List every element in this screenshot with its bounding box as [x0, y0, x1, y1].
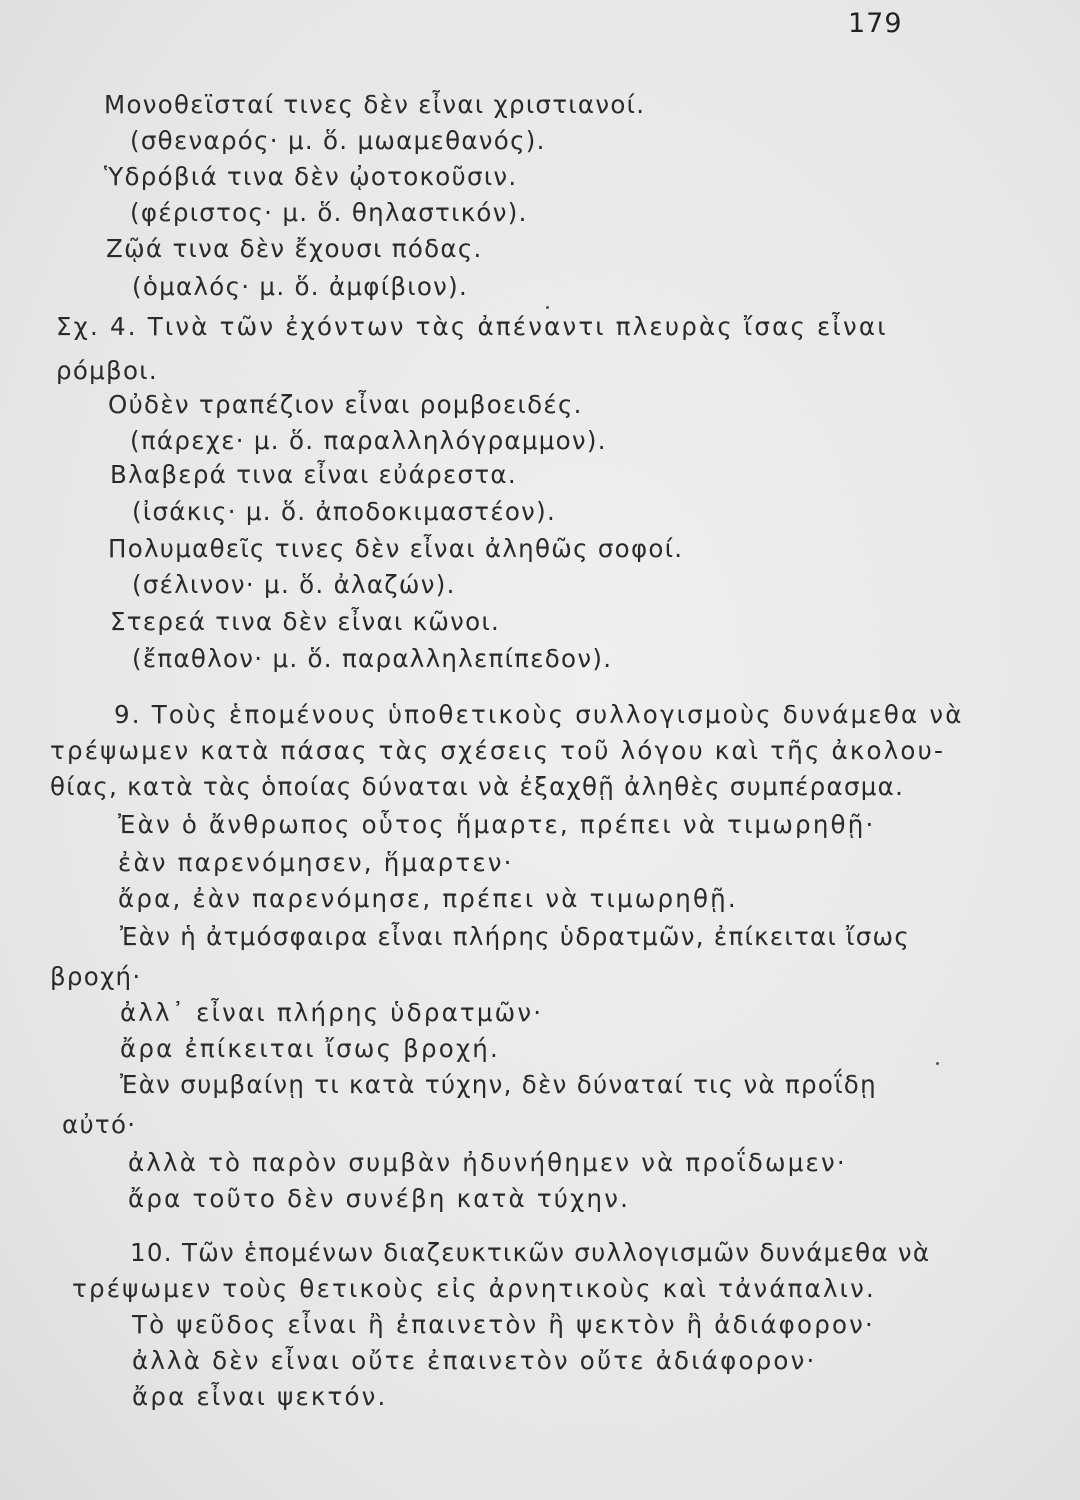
text-line: αὐτό·	[62, 1110, 137, 1139]
text-line: Ἐὰν ὁ ἄνθρωπος οὗτος ἥμαρτε, πρέπει νὰ τιμωρηθῇ·	[118, 810, 876, 839]
text-line: ρόμβοι.	[56, 356, 158, 385]
text-line: Πολυμαθεῖς τινες δὲν εἶναι ἀληθῶς σοφοί.	[108, 534, 684, 563]
ink-speck	[546, 306, 549, 309]
text-line: (ἔπαθλον· μ. ὅ. παραλληλεπίπεδον).	[132, 644, 613, 673]
text-line: τρέψωμεν τοὺς θετικοὺς εἰς ἀρνητικοὺς καὶ τἀνάπαλιν.	[72, 1274, 877, 1303]
text-line: (ἰσάκις· μ. ὅ. ἀποδοκιμαστέον).	[132, 497, 557, 526]
text-line: 9. Τοὺς ἑπομένους ὑποθετικοὺς συλλογισμοὺς δυνάμεθα νὰ	[114, 700, 964, 729]
text-line: ἀλλὰ δὲν εἶναι οὔτε ἐπαινετὸν οὔτε ἀδιάφορον·	[132, 1346, 817, 1375]
ink-speck	[936, 1062, 939, 1065]
text-line: ἀλλὰ τὸ παρὸν συμβὰν ἠδυνήθημεν νὰ προΐδωμεν·	[128, 1148, 847, 1177]
text-line: ἄρα εἶναι ψεκτόν.	[132, 1382, 388, 1411]
page-number: 179	[848, 8, 903, 39]
text-line: (φέριστος· μ. ὅ. θηλαστικόν).	[130, 198, 528, 227]
text-line: θίας, κατὰ τὰς ὁποίας δύναται νὰ ἐξαχθῇ ἀληθὲς συμπέρασμα.	[50, 772, 905, 801]
text-line: Ὑδρόβιά τινα δὲν ᾠοτοκοῦσιν.	[104, 162, 518, 191]
text-line: ἐὰν παρενόμησεν, ἥμαρτεν·	[118, 848, 514, 877]
text-line: 10. Τῶν ἑπομένων διαζευκτικῶν συλλογισμῶν δυνάμεθα νὰ	[130, 1238, 931, 1267]
text-line: Τὸ ψεῦδος εἶναι ἢ ἐπαινετὸν ἢ ψεκτὸν ἢ ἀδιάφορον·	[132, 1310, 876, 1339]
text-line: Μονοθεϊσταί τινες δὲν εἶναι χριστιανοί.	[104, 90, 646, 119]
text-line: ἄρα ἐπίκειται ἴσως βροχή.	[120, 1034, 501, 1063]
text-line: (σέλινον· μ. ὅ. ἀλαζών).	[132, 570, 456, 599]
text-line: Σχ. 4. Τινὰ τῶν ἐχόντων τὰς ἀπέναντι πλευρὰς ἴσας εἶναι	[56, 312, 888, 341]
text-line: Βλαβερά τινα εἶναι εὐάρεστα.	[110, 460, 517, 489]
text-line: τρέψωμεν κατὰ πάσας τὰς σχέσεις τοῦ λόγου καὶ τῆς ἀκολου-	[50, 736, 946, 765]
text-line: (σθεναρός· μ. ὅ. μωαμεθανός).	[130, 126, 546, 155]
text-line: Ἐὰν συμβαίνῃ τι κατὰ τύχην, δὲν δύναταί τις νὰ προΐδῃ	[120, 1070, 877, 1099]
text-line: (πάρεχε· μ. ὅ. παραλληλόγραμμον).	[130, 426, 607, 455]
text-line: (ὁμαλός· μ. ὅ. ἀμφίβιον).	[132, 272, 469, 301]
text-line: ἄρα τοῦτο δὲν συνέβη κατὰ τύχην.	[128, 1184, 631, 1213]
text-line: ἀλλ᾽ εἶναι πλήρης ὑδρατμῶν·	[120, 998, 544, 1027]
text-line: ἄρα, ἐὰν παρενόμησε, πρέπει νὰ τιμωρηθῇ.	[118, 884, 738, 913]
text-line: βροχή·	[50, 962, 142, 991]
text-line: Ζῷά τινα δὲν ἔχουσι πόδας.	[106, 234, 483, 263]
text-line: Ἐὰν ἡ ἀτμόσφαιρα εἶναι πλήρης ὑδρατμῶν, ἐπίκειται ἴσως	[120, 922, 911, 951]
text-line: Οὐδὲν τραπέζιον εἶναι ρομβοειδές.	[108, 390, 583, 419]
text-line: Στερεά τινα δὲν εἶναι κῶνοι.	[110, 607, 501, 636]
